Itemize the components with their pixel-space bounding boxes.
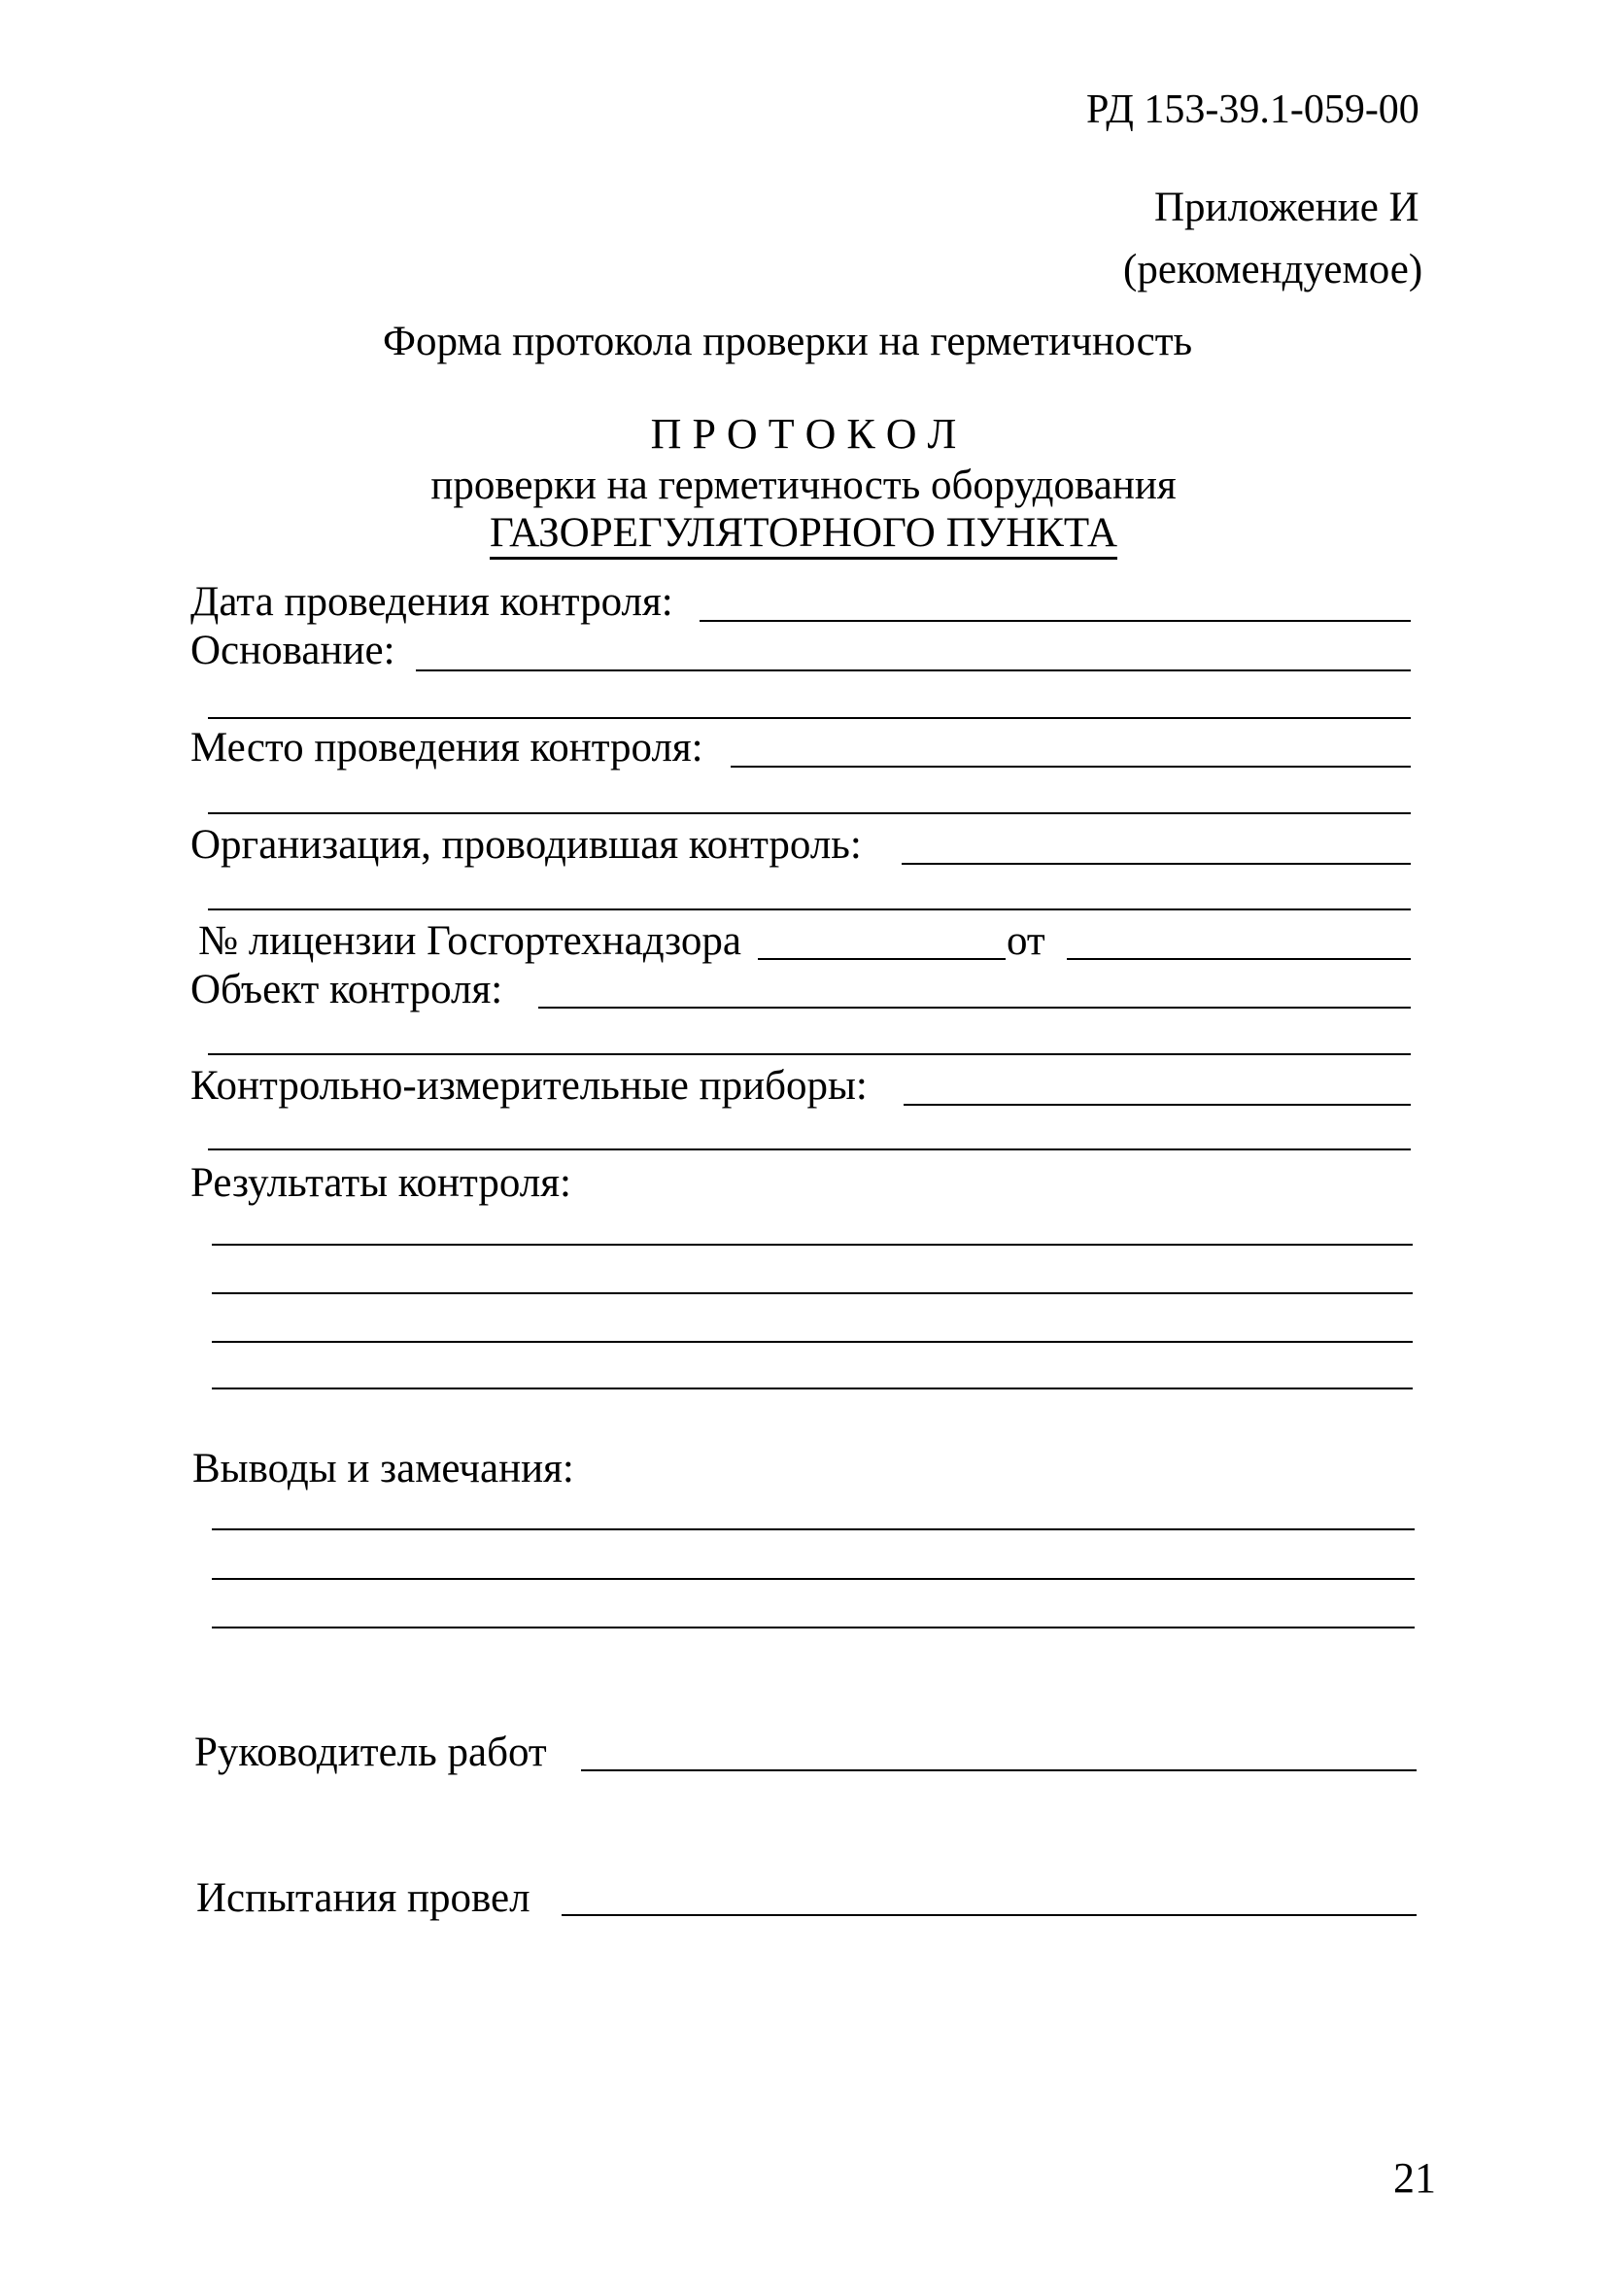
page-number: 21 [1393,2154,1436,2202]
org-label: Организация, проводившая контроль: [190,822,862,868]
place-field-line[interactable] [731,766,1411,768]
manager-signature-line[interactable] [581,1769,1417,1771]
conclusions-line-2[interactable] [212,1578,1415,1580]
tester-signature-line[interactable] [562,1914,1417,1916]
appendix-label: Приложение И [1154,185,1419,230]
date-field-line[interactable] [700,620,1411,622]
basis-label: Основание: [190,628,395,673]
license-number-line[interactable] [758,958,1006,960]
protocol-subtitle: проверки на герметичность оборудования [430,463,1177,508]
protocol-title: П Р О Т О К О Л [650,410,957,458]
conclusions-line-3[interactable] [212,1627,1415,1628]
results-line-2[interactable] [212,1292,1413,1294]
instruments-field-line[interactable] [904,1104,1411,1106]
date-label: Дата проведения контроля: [190,579,673,625]
results-label: Результаты контроля: [190,1160,571,1206]
appendix-note: (рекомендуемое) [1123,247,1423,292]
results-line-1[interactable] [212,1244,1413,1246]
license-label: № лицензии Госгортехнадзора [198,918,741,964]
basis-field-line[interactable] [416,669,1411,671]
object-field-line-2[interactable] [208,1053,1411,1055]
license-from-label: от [1007,918,1045,964]
object-heading [0,512,1607,554]
object-field-line[interactable] [538,1007,1411,1009]
conclusions-line-1[interactable] [212,1528,1415,1530]
results-line-4[interactable] [212,1388,1413,1389]
place-field-line-2[interactable] [208,812,1411,814]
object-heading-text: ГАЗОРЕГУЛЯТОРНОГО ПУНКТА [490,510,1117,560]
instruments-label: Контрольно-измерительные приборы: [190,1063,868,1109]
results-line-3[interactable] [212,1341,1413,1343]
instruments-field-line-2[interactable] [208,1148,1411,1150]
document-number: РД 153-39.1-059-00 [1086,87,1419,132]
conclusions-label: Выводы и замечания: [192,1446,574,1491]
basis-field-line-2[interactable] [208,717,1411,719]
license-date-line[interactable] [1067,958,1411,960]
org-field-line-2[interactable] [208,908,1411,910]
object-label: Объект контроля: [190,967,503,1012]
form-title: Форма протокола проверки на герметичность [383,319,1193,364]
manager-label: Руководитель работ [194,1730,547,1775]
org-field-line[interactable] [902,863,1411,865]
tester-label: Испытания провел [196,1875,530,1921]
place-label: Место проведения контроля: [190,725,703,771]
